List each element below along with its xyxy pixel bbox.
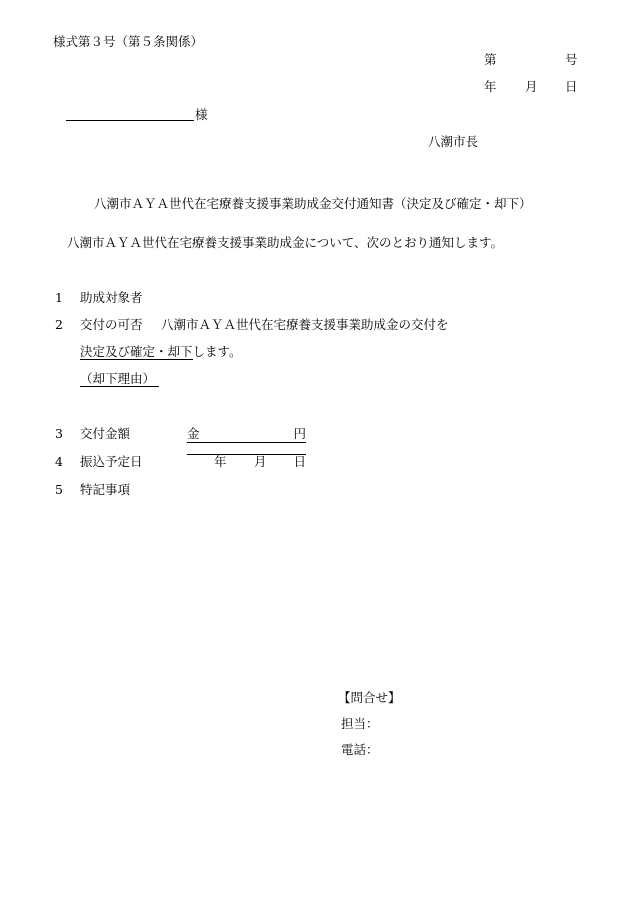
intro-text: 八潮市ＡＹＡ世代在宅療養支援事業助成金について、次のとおり通知します。 <box>67 235 504 250</box>
item5-label: 特記事項 <box>80 482 131 497</box>
item1-number: 1 <box>55 290 63 305</box>
addressee-line <box>66 120 194 121</box>
amount-prefix: 金 <box>187 426 200 441</box>
date-year: 年 <box>484 79 497 94</box>
issuer: 八潮市長 <box>428 134 479 149</box>
item3-label: 交付金額 <box>80 426 131 441</box>
item2-text: 八潮市ＡＹＡ世代在宅療養支援事業助成金の交付を <box>161 317 449 332</box>
item2-decision-line <box>80 344 242 360</box>
document-title: 八潮市ＡＹＡ世代在宅療養支援事業助成金交付通知書（決定及び確定・却下） <box>94 196 532 211</box>
date-day: 日 <box>565 79 578 94</box>
date-month: 月 <box>525 79 538 94</box>
item2-number: 2 <box>55 317 63 332</box>
item2-reason: （却下理由） <box>80 371 159 387</box>
item2-label: 交付の可否 <box>80 317 143 332</box>
contact-person: 担当： <box>341 716 379 731</box>
item2-decision-suffix: します。 <box>192 344 242 359</box>
form-label: 様式第３号（第５条関係） <box>53 34 204 49</box>
transfer-day: 日 <box>293 454 306 469</box>
item4-label: 振込予定日 <box>80 454 143 469</box>
item1-label: 助成対象者 <box>80 290 143 305</box>
contact-phone: 電話： <box>341 742 379 757</box>
item4-number: 4 <box>55 454 63 469</box>
transfer-year: 年 <box>214 454 227 469</box>
doc-number-suffix: 号 <box>565 52 578 67</box>
contact-heading: 【問合せ】 <box>338 690 401 705</box>
transfer-month: 月 <box>254 454 267 469</box>
amount-field <box>187 426 306 443</box>
transfer-date-field <box>187 454 306 469</box>
item2-decision: 決定及び確定・却下 <box>80 344 193 359</box>
item3-number: 3 <box>55 426 63 441</box>
amount-unit: 円 <box>293 426 306 441</box>
item2-reason-line <box>80 371 159 387</box>
addressee-honorific: 様 <box>195 107 208 122</box>
doc-number-prefix: 第 <box>484 52 497 67</box>
item5-number: 5 <box>55 482 63 497</box>
